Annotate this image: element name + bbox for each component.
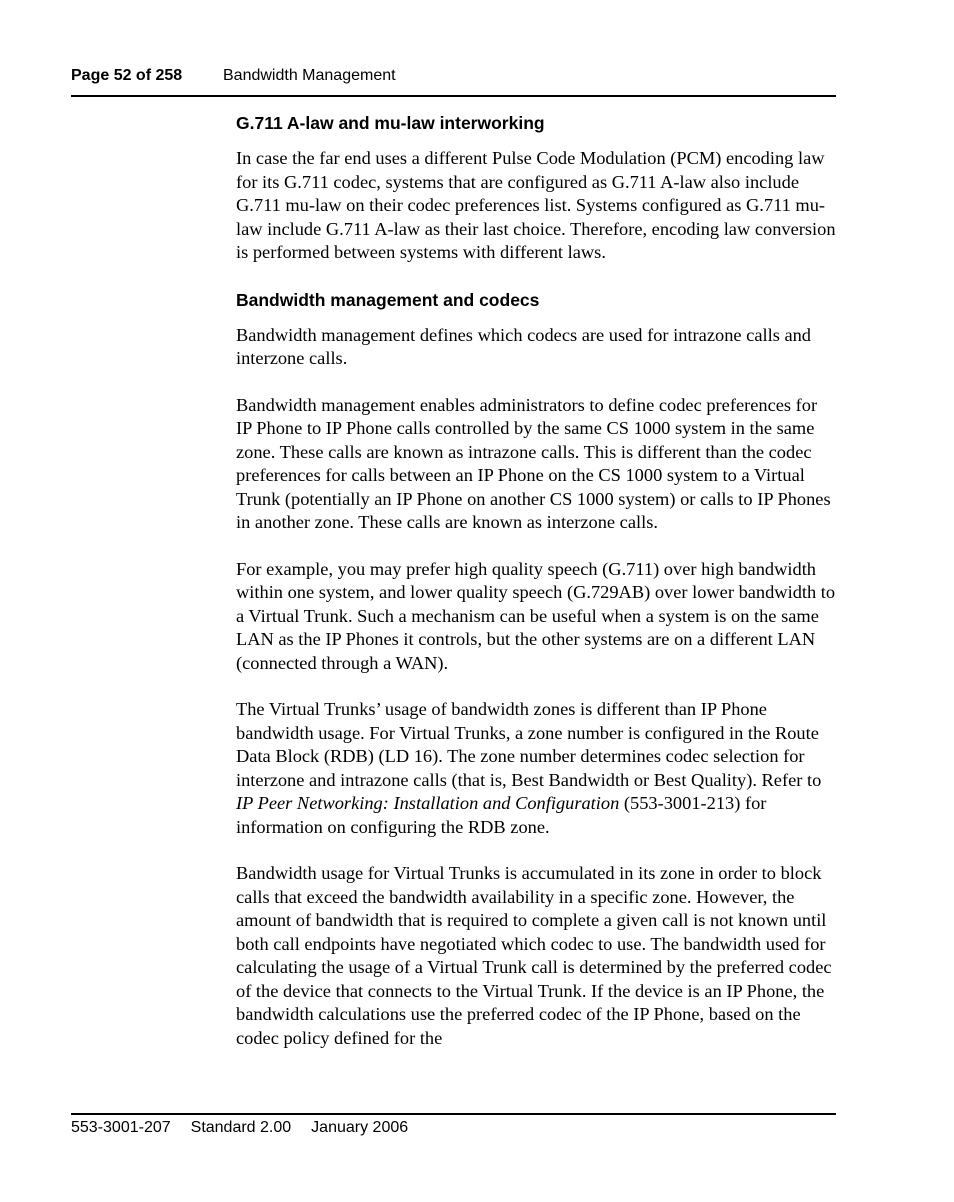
heading-g711-interworking: G.711 A-law and mu-law interworking: [236, 113, 545, 133]
page-body: [236, 112, 836, 1073]
page-number: Page 52 of 258: [71, 67, 183, 84]
page-footer: [71, 1118, 428, 1138]
paragraph-codec-example: For example, you may prefer high quality speech (G.711) over high bandwidth within one system, and lower quality speech (G.729AB) over lower bandwidth to a Virtual Trunk. Such a mechanism can be useful when a system is on the same LAN as the IP Phones it controls, but the other systems are on a different LAN (connected through a WAN).: [236, 558, 836, 673]
rdb-text-before: The Virtual Trunks’ usage of bandwidth zones is different than IP Phone bandwidth usage. For Virtual Trunks, a zone number is configured in the Route Data Block (RDB) (LD 16). The zone number determines codec selection for interzone and intrazone calls (that is, Best Bandwidth or Best Quality). Refer to: [236, 699, 822, 790]
publication-date: January 2006: [311, 1119, 409, 1136]
paragraph-intrazone-interzone: Bandwidth management enables administrators to define codec preferences for IP Phone to IP Phone calls controlled by the same CS 1000 system in the same zone. These calls are known as intrazone calls. This is different than the codec preferences for calls between an IP Phone on the CS 1000 system to a Virtual Trunk (potentially an IP Phone on another CS 1000 system) or calls to IP Phones in another zone. These calls are known as interzone calls.: [236, 394, 831, 532]
section-title: Bandwidth Management: [223, 67, 396, 84]
header-rule: [71, 95, 836, 97]
footer-rule: [71, 1113, 836, 1115]
page-header: [71, 66, 836, 86]
document-reference-title: IP Peer Networking: Installation and Configuration: [236, 793, 620, 813]
paragraph-virtual-trunk-zones: [236, 698, 836, 839]
paragraph-bandwidth-usage: Bandwidth usage for Virtual Trunks is accumulated in its zone in order to block calls that exceed the bandwidth availability in a specific zone. However, the amount of bandwidth that is required to complete a given call is not known until both call endpoints have negotiated which codec to use. The bandwidth used for calculating the usage of a Virtual Trunk call is determined by the preferred codec of the device that connects to the Virtual Trunk. If the device is an IP Phone, the bandwidth calculations use the preferred codec of the IP Phone, based on the codec policy defined for the: [236, 863, 832, 1048]
paragraph-bandwidth-definition: Bandwidth management defines which codecs are used for intrazone calls and interzone calls.: [236, 324, 812, 368]
heading-bandwidth-codecs: Bandwidth management and codecs: [236, 289, 540, 310]
standard-version: Standard 2.00: [190, 1119, 292, 1136]
rdb-text-after: (553-3001-213) for information on configuring the RDB zone.: [236, 793, 767, 837]
document-number: 553-3001-207: [71, 1119, 171, 1136]
paragraph-g711-interworking: In case the far end uses a different Pulse Code Modulation (PCM) encoding law for its G.711 codec, systems that are configured as G.711 A-law also include G.711 mu-law on their codec preferences list. Systems configured as G.711 mu-law include G.711 A-law as their last choice. Therefore, encoding law conversion is performed between systems with different laws.: [236, 148, 836, 262]
